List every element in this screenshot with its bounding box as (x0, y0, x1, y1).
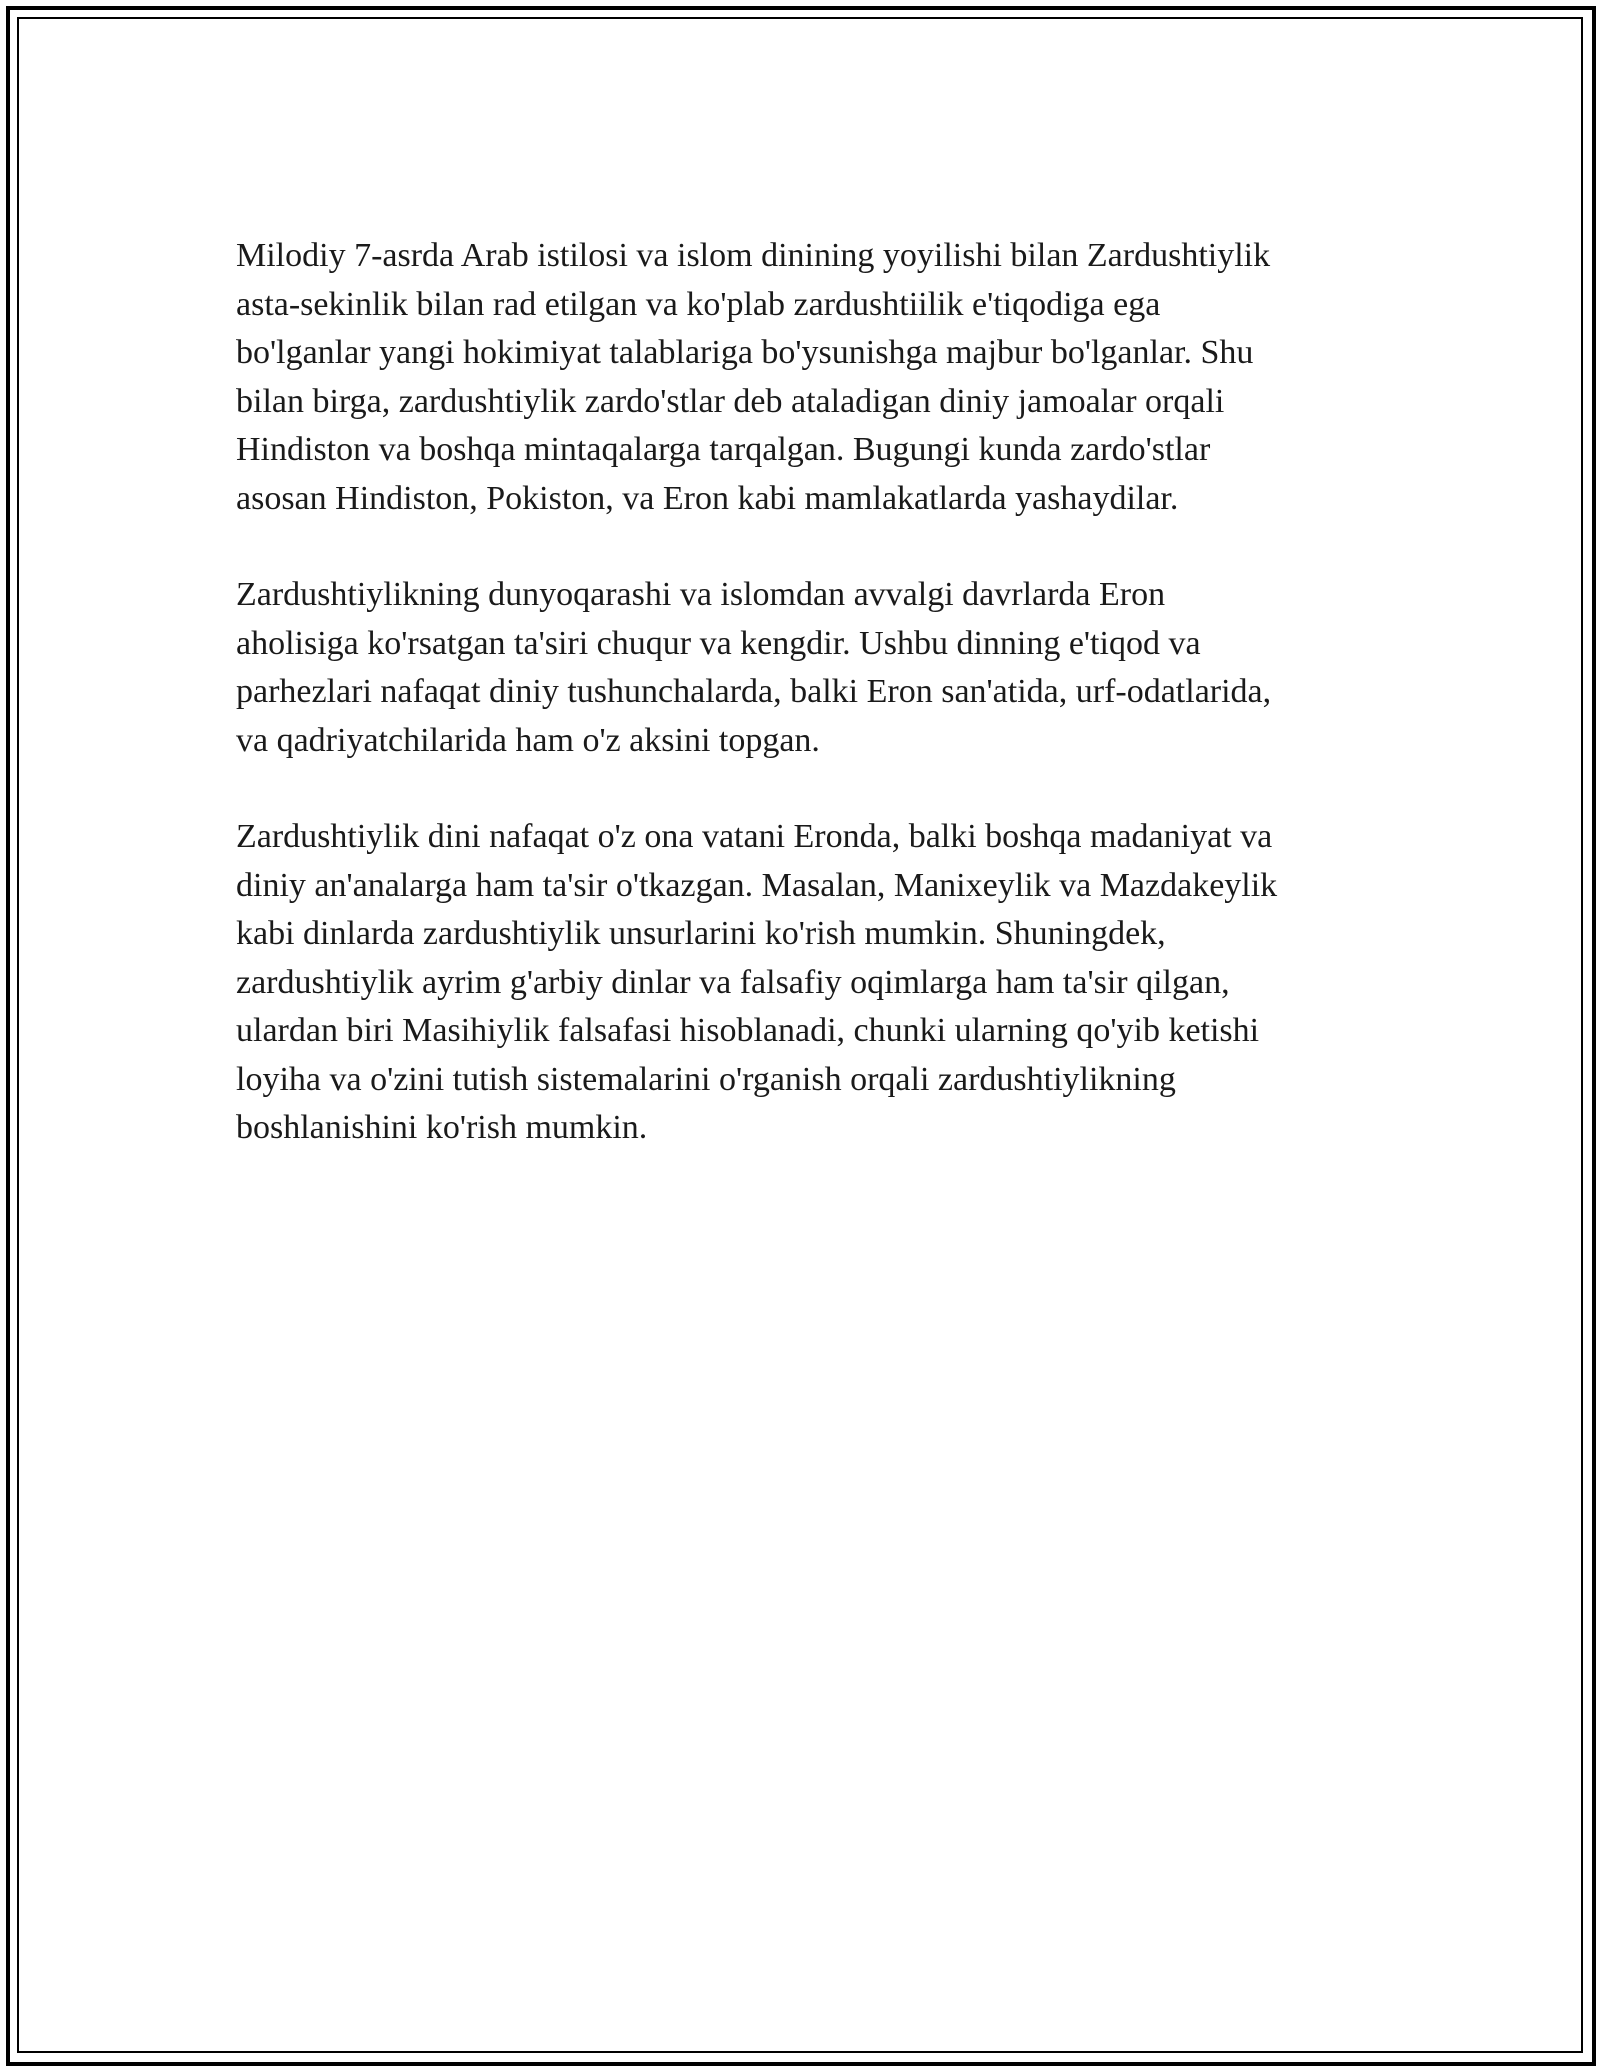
text-line: asosan Hindiston, Pokiston, va Eron kabi mamlakatlarda yashaydilar. (236, 479, 1179, 517)
text-line: loyiha va o'zini tutish sistemalarini o'rganish orqali zardushtiylikning (236, 1060, 1176, 1098)
text-line: kabi dinlarda zardushtiylik unsurlarini ko'rish mumkin. Shuningdek, (236, 915, 1166, 952)
text-line: Zardushtiylik dini nafaqat o'z ona vatani Eronda, balki boshqa madaniyat va (236, 818, 1273, 855)
text-line: asta-sekinlik bilan rad etilgan va ko'plab zardushtiilik e'tiqodiga ega (236, 285, 1161, 323)
text-line: bilan birga, zardushtiylik zardo'stlar deb ataladigan diniy jamoalar orqali (236, 382, 1225, 420)
text-line: ulardan biri Masihiylik falsafasi hisoblanadi, chunki ularning qo'yib ketishi (236, 1012, 1260, 1049)
text-line: diniy an'analarga ham ta'sir o'tkazgan. Masalan, Manixeylik va Mazdakeylik (236, 866, 1278, 904)
text-line: Zardushtiylikning dunyoqarashi va islomdan avvalgi davrlarda Eron (236, 576, 1166, 613)
text-line: zardushtiylik ayrim g'arbiy dinlar va falsafiy oqimlarga ham ta'sir qilgan, (236, 963, 1230, 1001)
text-line: Hindiston va boshqa mintaqalarga tarqalgan. Bugungi kunda zardo'stlar (236, 431, 1211, 468)
text-line: Milodiy 7-asrda Arab istilosi va islom dinining yoyilishi bilan Zardushtiylik (236, 237, 1271, 274)
text-line: boshlanishini ko'rish mumkin. (236, 1109, 648, 1146)
paragraph-2 (236, 571, 1366, 765)
text-line: aholisiga ko'rsatgan ta'siri chuqur va kengdir. Ushbu dinning e'tiqod va (236, 624, 1201, 662)
document-body (236, 232, 1366, 1201)
paragraph-1 (236, 232, 1366, 523)
text-line: va qadriyatchilarida ham o'z aksini topgan. (236, 721, 820, 759)
text-line: parhezlari nafaqat diniy tushunchalarda, balki Eron san'atida, urf-odatlarida, (236, 673, 1272, 710)
paragraph-3 (236, 813, 1366, 1153)
text-line: bo'lganlar yangi hokimiyat talablariga bo'ysunishga majbur bo'lganlar. Shu (236, 334, 1254, 371)
